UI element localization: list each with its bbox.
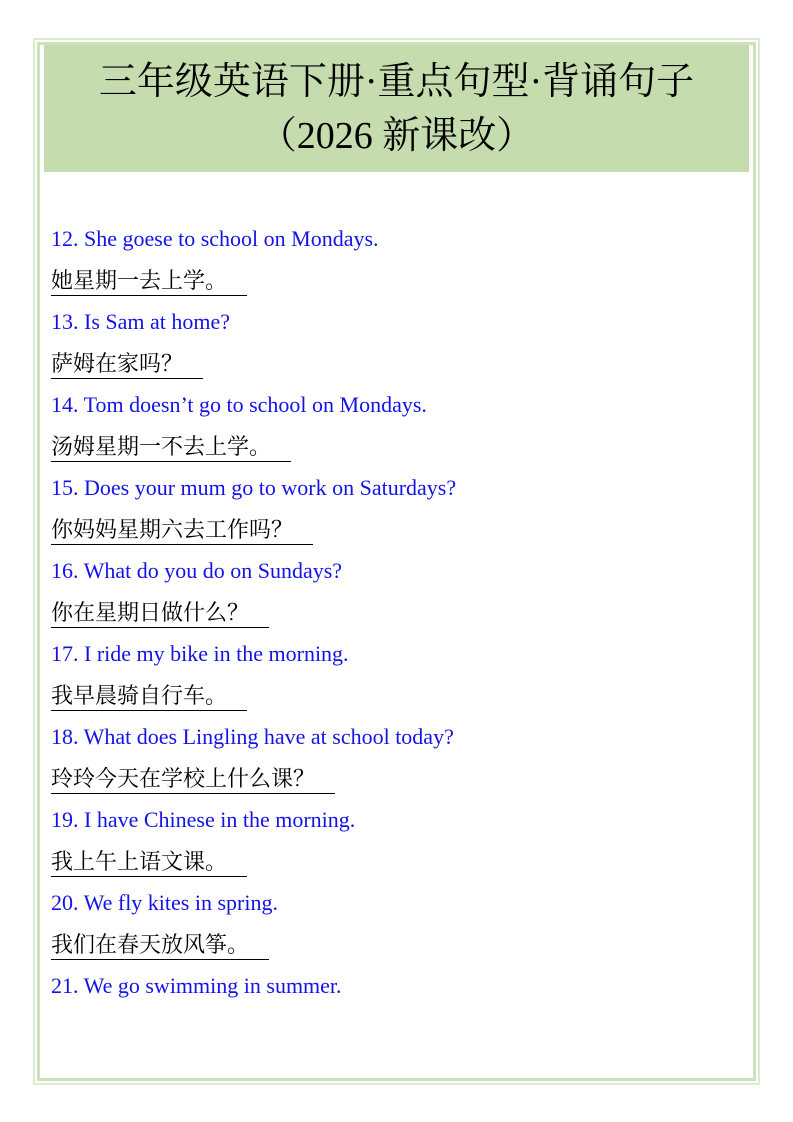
sentence-english: 13. Is Sam at home? xyxy=(51,309,231,334)
sentence-english: 16. What do you do on Sundays? xyxy=(51,558,343,583)
sentence-english: 21. We go swimming in summer. xyxy=(51,973,342,998)
sentence-english: 14. Tom doesn’t go to school on Mondays. xyxy=(51,392,427,417)
sentence-chinese xyxy=(51,841,753,883)
document-title: 三年级英语下册·重点句型·背诵句子 xyxy=(98,61,695,103)
page-border xyxy=(33,38,760,1085)
sentence-chinese-text: 你妈妈星期六去工作吗？ xyxy=(51,517,313,545)
sentence-chinese-text: 她星期一去上学。 xyxy=(51,268,247,296)
sentence-chinese xyxy=(51,426,753,468)
sentence-chinese xyxy=(51,675,753,717)
sentence-chinese-text: 你在星期日做什么？ xyxy=(51,600,269,628)
sentence-chinese xyxy=(51,592,753,634)
sentence-chinese xyxy=(51,924,753,966)
sentence-english: 18. What does Lingling have at school today? xyxy=(51,724,454,749)
sentence-english: 12. She goese to school on Mondays. xyxy=(51,226,379,251)
sentence-chinese-text: 汤姆星期一不去上学。 xyxy=(51,434,291,462)
sentence-chinese-text: 我上午上语文课。 xyxy=(51,849,247,877)
sentence-english: 15. Does your mum go to work on Saturdays? xyxy=(51,475,457,500)
sentence-list xyxy=(40,172,753,1007)
sentence-chinese-text: 玲玲今天在学校上什么课？ xyxy=(51,766,335,794)
sentence-chinese xyxy=(51,260,753,302)
sentence-chinese-text: 萨姆在家吗？ xyxy=(51,351,203,379)
sentence-chinese-text: 我早晨骑自行车。 xyxy=(51,683,247,711)
sentence-chinese xyxy=(51,343,753,385)
sentence-english: 17. I ride my bike in the morning. xyxy=(51,641,349,666)
page-border-inner xyxy=(37,42,756,1081)
document-subtitle: （2026 新课改） xyxy=(258,115,535,157)
sentence-chinese xyxy=(51,509,753,551)
sentence-english: 20. We fly kites in spring. xyxy=(51,890,278,915)
sentence-chinese xyxy=(51,758,753,800)
title-banner xyxy=(44,45,749,172)
sentence-english: 19. I have Chinese in the morning. xyxy=(51,807,356,832)
sentence-chinese-text: 我们在春天放风筝。 xyxy=(51,932,269,960)
